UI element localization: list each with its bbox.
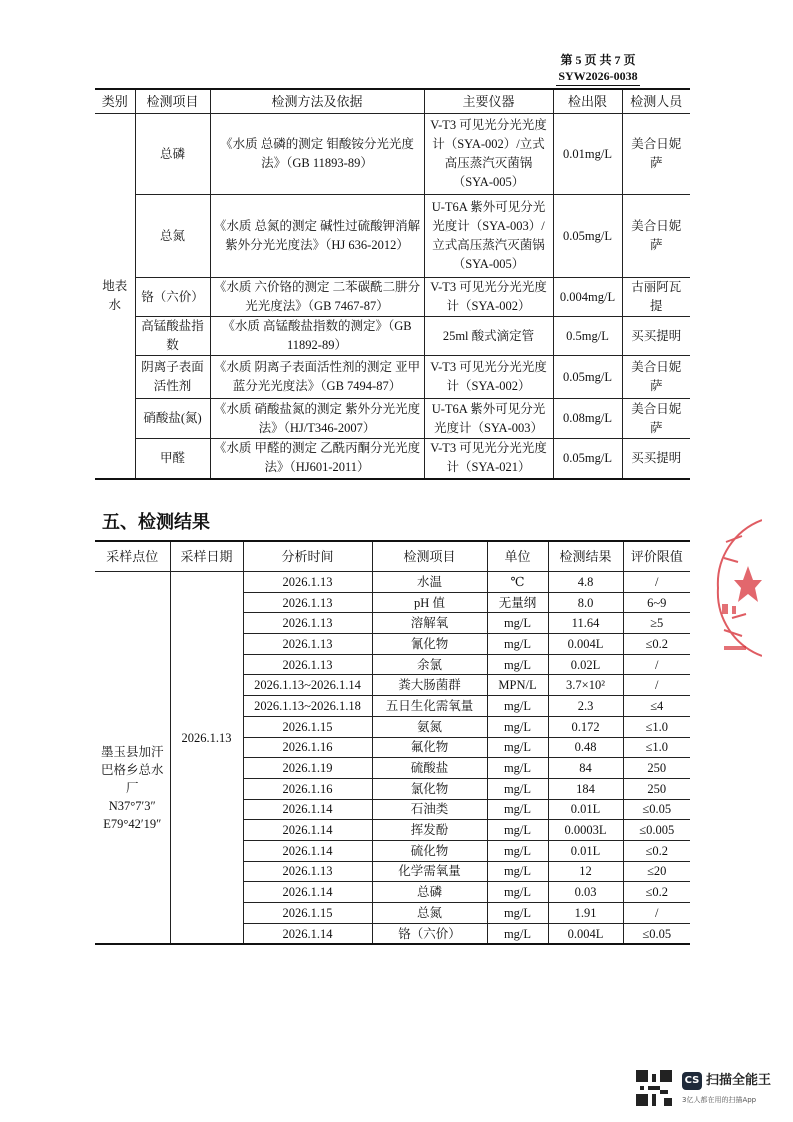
item-cell: 硫化物 [372,840,487,861]
person-cell: 美合日妮萨 [622,114,690,195]
column-header: 主要仪器 [424,89,553,114]
time-cell: 2026.1.16 [243,737,372,758]
results-table [95,540,690,945]
unit-cell: ℃ [487,572,548,593]
result-cell: 0.0003L [548,820,623,841]
table-row [95,278,690,317]
item-cell: 水温 [372,572,487,593]
item-cell: pH 值 [372,592,487,613]
time-cell: 2026.1.15 [243,903,372,924]
column-header: 检测项目 [372,541,487,572]
unit-cell: mg/L [487,758,548,779]
item-cell: 铬（六价） [135,278,210,317]
column-header: 检测结果 [548,541,623,572]
unit-cell: mg/L [487,799,548,820]
result-cell: 84 [548,758,623,779]
category-cell: 地表水 [95,114,135,479]
column-header: 单位 [487,541,548,572]
column-header: 检测方法及依据 [210,89,424,114]
time-cell: 2026.1.19 [243,758,372,779]
red-seal-stamp [712,518,762,658]
limit-cell: 0.05mg/L [553,195,622,278]
item-cell: 挥发酚 [372,820,487,841]
unit-cell: mg/L [487,778,548,799]
column-header: 类别 [95,89,135,114]
camscanner-watermark [636,1068,786,1110]
limit-cell: 0.004mg/L [553,278,622,317]
instrument-cell: V-T3 可见光分光光度计（SYA-021） [424,439,553,479]
method-cell: 《水质 甲醛的测定 乙酰丙酮分光光度法》（HJ601-2011） [210,439,424,479]
limit-cell: ≤0.005 [623,820,690,841]
result-cell: 0.01L [548,840,623,861]
item-cell: 阴离子表面活性剂 [135,356,210,399]
instrument-cell: U-T6A 紫外可见分光光度计（SYA-003） [424,399,553,439]
section-title: 五、检测结果 [102,512,210,533]
unit-cell: mg/L [487,696,548,717]
time-cell: 2026.1.14 [243,923,372,944]
time-cell: 2026.1.14 [243,820,372,841]
results-header-row [95,541,690,572]
table-row [95,439,690,479]
limit-cell: ≤0.2 [623,634,690,655]
limit-cell: / [623,654,690,675]
limit-cell: ≤0.2 [623,882,690,903]
item-cell: 五日生化需氧量 [372,696,487,717]
result-cell: 0.02L [548,654,623,675]
item-cell: 氨氮 [372,716,487,737]
person-cell: 古丽阿瓦提 [622,278,690,317]
time-cell: 2026.1.14 [243,840,372,861]
item-cell: 粪大肠菌群 [372,675,487,696]
time-cell: 2026.1.13 [243,572,372,593]
table-row [95,317,690,356]
result-cell: 12 [548,861,623,882]
column-header: 检测项目 [135,89,210,114]
limit-cell: ≤4 [623,696,690,717]
unit-cell: mg/L [487,840,548,861]
result-cell: 4.8 [548,572,623,593]
page-info: 第 5 页 共 7 页 [560,53,636,67]
item-cell: 硫酸盐 [372,758,487,779]
limit-cell: ≤0.05 [623,799,690,820]
limit-cell: / [623,572,690,593]
method-cell: 《水质 硝酸盐氮的测定 紫外分光光度法》（HJ/T346-2007） [210,399,424,439]
table-row [95,399,690,439]
result-cell: 0.48 [548,737,623,758]
time-cell: 2026.1.13~2026.1.18 [243,696,372,717]
time-cell: 2026.1.13 [243,613,372,634]
column-header: 评价限值 [623,541,690,572]
item-cell: 氰化物 [372,634,487,655]
item-cell: 余氯 [372,654,487,675]
item-cell: 总磷 [135,114,210,195]
limit-cell: 6~9 [623,592,690,613]
sampling-site-cell: 墨玉县加汗巴格乡总水厂 N37°7′3″ E79°42′19″ [95,572,170,945]
item-cell: 氯化物 [372,778,487,799]
time-cell: 2026.1.13~2026.1.14 [243,675,372,696]
result-cell: 1.91 [548,903,623,924]
time-cell: 2026.1.14 [243,882,372,903]
limit-cell: / [623,675,690,696]
column-header: 采样点位 [95,541,170,572]
unit-cell: mg/L [487,861,548,882]
instrument-cell: V-T3 可见光分光光度计（SYA-002） [424,278,553,317]
item-cell: 化学需氧量 [372,861,487,882]
person-cell: 买买提明 [622,439,690,479]
table-row [95,572,690,593]
limit-cell: 250 [623,758,690,779]
unit-cell: mg/L [487,923,548,944]
instrument-cell: V-T3 可见光分光光度计（SYA-002） [424,356,553,399]
result-cell: 0.01L [548,799,623,820]
page-number-block [556,52,640,86]
result-cell: 0.172 [548,716,623,737]
limit-cell: 0.01mg/L [553,114,622,195]
camscanner-logo: CS [682,1072,702,1090]
time-cell: 2026.1.15 [243,716,372,737]
column-header: 检出限 [553,89,622,114]
method-cell: 《水质 高锰酸盐指数的测定》（GB 11892-89） [210,317,424,356]
limit-cell: ≤0.05 [623,923,690,944]
item-cell: 氟化物 [372,737,487,758]
item-cell: 石油类 [372,799,487,820]
time-cell: 2026.1.13 [243,861,372,882]
instrument-cell: 25ml 酸式滴定管 [424,317,553,356]
time-cell: 2026.1.13 [243,654,372,675]
item-cell: 溶解氧 [372,613,487,634]
limit-cell: ≤1.0 [623,737,690,758]
result-cell: 0.004L [548,923,623,944]
result-cell: 8.0 [548,592,623,613]
methods-header-row [95,89,690,114]
limit-cell: ≤20 [623,861,690,882]
limit-cell: ≥5 [623,613,690,634]
item-cell: 总氮 [372,903,487,924]
unit-cell: mg/L [487,654,548,675]
person-cell: 买买提明 [622,317,690,356]
methods-table [95,88,690,480]
time-cell: 2026.1.16 [243,778,372,799]
camscanner-tagline: 3亿人都在用的扫描App [682,1096,757,1104]
unit-cell: 无量纲 [487,592,548,613]
limit-cell: 0.5mg/L [553,317,622,356]
person-cell: 美合日妮萨 [622,356,690,399]
table-row [95,195,690,278]
instrument-cell: V-T3 可见光分光光度计（SYA-002）/立式高压蒸汽灭菌锅（SYA-005） [424,114,553,195]
method-cell: 《水质 阴离子表面活性剂的测定 亚甲蓝分光光度法》（GB 7494-87） [210,356,424,399]
unit-cell: mg/L [487,737,548,758]
unit-cell: mg/L [487,882,548,903]
result-cell: 2.3 [548,696,623,717]
unit-cell: mg/L [487,613,548,634]
limit-cell: 250 [623,778,690,799]
result-cell: 0.03 [548,882,623,903]
instrument-cell: U-T6A 紫外可见分光光度计（SYA-003）/立式高压蒸汽灭菌锅（SYA-005） [424,195,553,278]
limit-cell: / [623,903,690,924]
item-cell: 高锰酸盐指数 [135,317,210,356]
method-cell: 《水质 六价铬的测定 二苯碳酰二肼分光光度法》（GB 7467-87） [210,278,424,317]
column-header: 检测人员 [622,89,690,114]
person-cell: 美合日妮萨 [622,195,690,278]
table-row [95,356,690,399]
table-row [95,114,690,195]
unit-cell: mg/L [487,903,548,924]
time-cell: 2026.1.14 [243,799,372,820]
unit-cell: mg/L [487,820,548,841]
unit-cell: mg/L [487,634,548,655]
limit-cell: 0.05mg/L [553,439,622,479]
item-cell: 总氮 [135,195,210,278]
item-cell: 总磷 [372,882,487,903]
limit-cell: 0.05mg/L [553,356,622,399]
sampling-date-cell: 2026.1.13 [170,572,243,945]
qr-code-icon [636,1070,672,1106]
method-cell: 《水质 总氮的测定 碱性过硫酸钾消解紫外分光光度法》（HJ 636-2012） [210,195,424,278]
time-cell: 2026.1.13 [243,634,372,655]
limit-cell: 0.08mg/L [553,399,622,439]
result-cell: 11.64 [548,613,623,634]
camscanner-name: 扫描全能王 [706,1073,772,1088]
limit-cell: ≤0.2 [623,840,690,861]
method-cell: 《水质 总磷的测定 钼酸铵分光光度法》（GB 11893-89） [210,114,424,195]
item-cell: 硝酸盐(氮) [135,399,210,439]
item-cell: 甲醛 [135,439,210,479]
column-header: 采样日期 [170,541,243,572]
unit-cell: mg/L [487,716,548,737]
result-cell: 184 [548,778,623,799]
column-header: 分析时间 [243,541,372,572]
person-cell: 美合日妮萨 [622,399,690,439]
unit-cell: MPN/L [487,675,548,696]
limit-cell: ≤1.0 [623,716,690,737]
item-cell: 铬（六价） [372,923,487,944]
result-cell: 0.004L [548,634,623,655]
report-code: SYW2026-0038 [556,68,640,86]
time-cell: 2026.1.13 [243,592,372,613]
result-cell: 3.7×10² [548,675,623,696]
